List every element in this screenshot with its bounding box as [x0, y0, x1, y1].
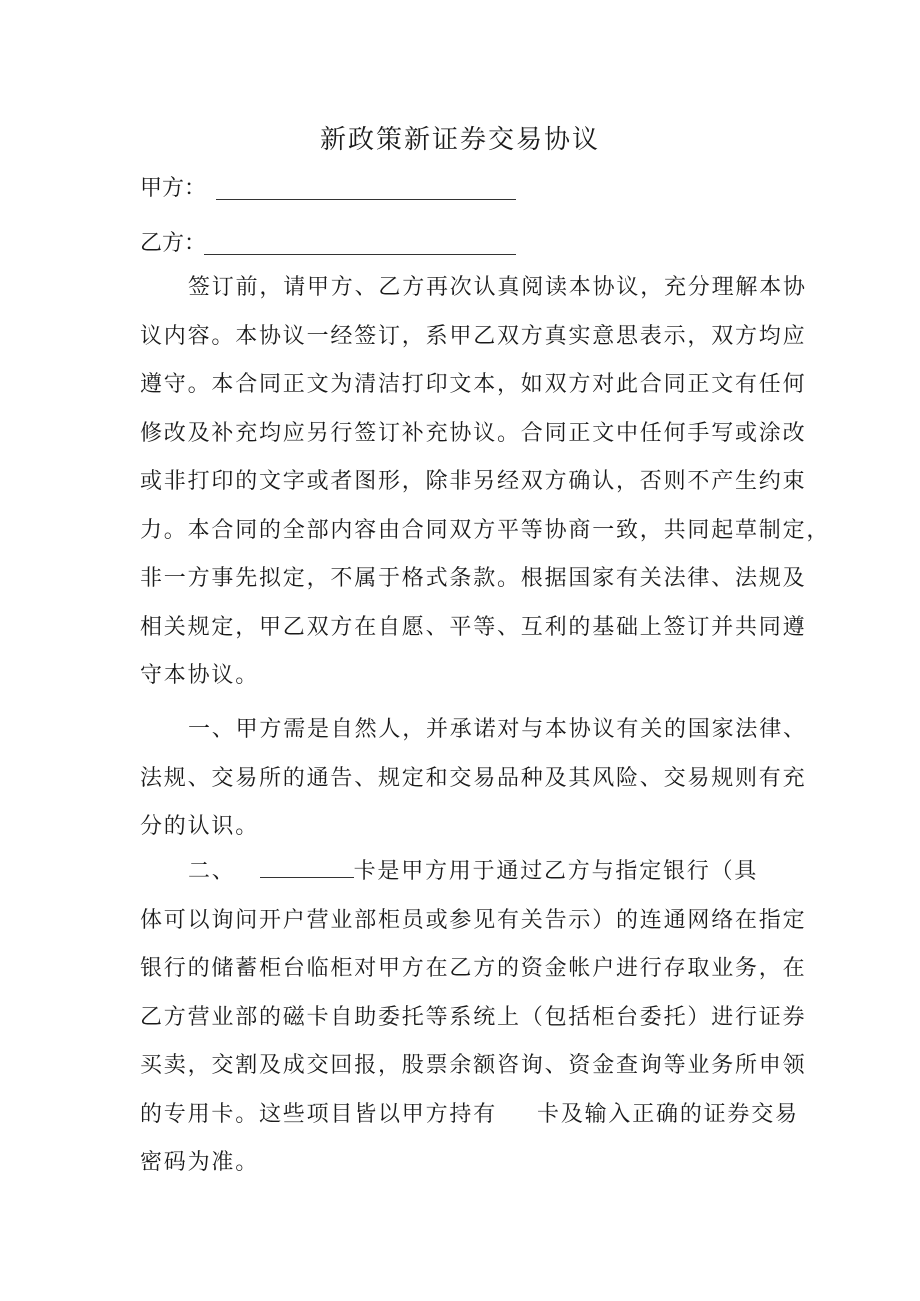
- text-line: 二、 卡是甲方用于通过乙方与指定银行（具: [188, 859, 759, 884]
- document-title: 新政策新证券交易协议: [319, 125, 600, 155]
- text-line: 分的认识。: [140, 814, 260, 839]
- text-line: 议内容。本协议一经签订，系甲乙双方真实意思表示，双方均应: [140, 323, 807, 349]
- clause-2-paragraph: [140, 848, 807, 1188]
- intro-paragraph: [140, 264, 831, 701]
- text-line: 买卖，交割及成交回报，股票余额咨询、资金查询等业务所申领: [140, 1053, 807, 1078]
- text-line: 守本协议。: [140, 663, 260, 688]
- text-line: 的专用卡。这些项目皆以甲方持有 卡及输入正确的证券交易: [140, 1101, 799, 1127]
- party-b-blank[interactable]: [204, 254, 516, 255]
- card-name-blank[interactable]: [260, 877, 354, 878]
- text-line: 或非打印的文字或者图形，除非另经双方确认，否则不产生约束: [140, 469, 807, 494]
- clause-1-paragraph: [140, 706, 807, 852]
- text-line: 修改及补充均应另行签订补充协议。合同正文中任何手写或涂改: [140, 420, 807, 446]
- text-line: 一、甲方需是自然人，并承诺对与本协议有关的国家法律、: [188, 717, 807, 742]
- party-a-label: 甲方：: [140, 176, 207, 201]
- text-line: 非一方事先拟定，不属于格式条款。根据国家有关法律、法规及: [140, 566, 807, 591]
- text-line: 遵守。本合同正文为清洁打印文本，如双方对此合同正文有任何: [140, 372, 807, 397]
- text-line: 相关规定，甲乙双方在自愿、平等、互利的基础上签订并共同遵: [140, 614, 807, 640]
- party-b-line: [140, 228, 206, 260]
- text-line: 体可以询问开户营业部柜员或参见有关告示）的连通网络在指定: [140, 907, 807, 933]
- text-line: 法规、交易所的通告、规定和交易品种及其风险、交易规则有充: [140, 765, 807, 791]
- party-a-blank[interactable]: [216, 199, 516, 200]
- text-line: 银行的储蓄柜台临柜对甲方在乙方的资金帐户进行存取业务，在: [140, 956, 807, 981]
- party-b-label: 乙方：: [140, 231, 207, 256]
- text-line: 力。本合同的全部内容由合同双方平等协商一致，共同起草制定，: [140, 517, 831, 543]
- text-line: 乙方营业部的磁卡自助委托等系统上（包括柜台委托）进行证券: [140, 1004, 807, 1030]
- party-a-line: [140, 173, 206, 205]
- text-line: 签订前，请甲方、乙方再次认真阅读本协议，充分理解本协: [188, 275, 807, 300]
- text-line: 密码为准。: [140, 1150, 260, 1175]
